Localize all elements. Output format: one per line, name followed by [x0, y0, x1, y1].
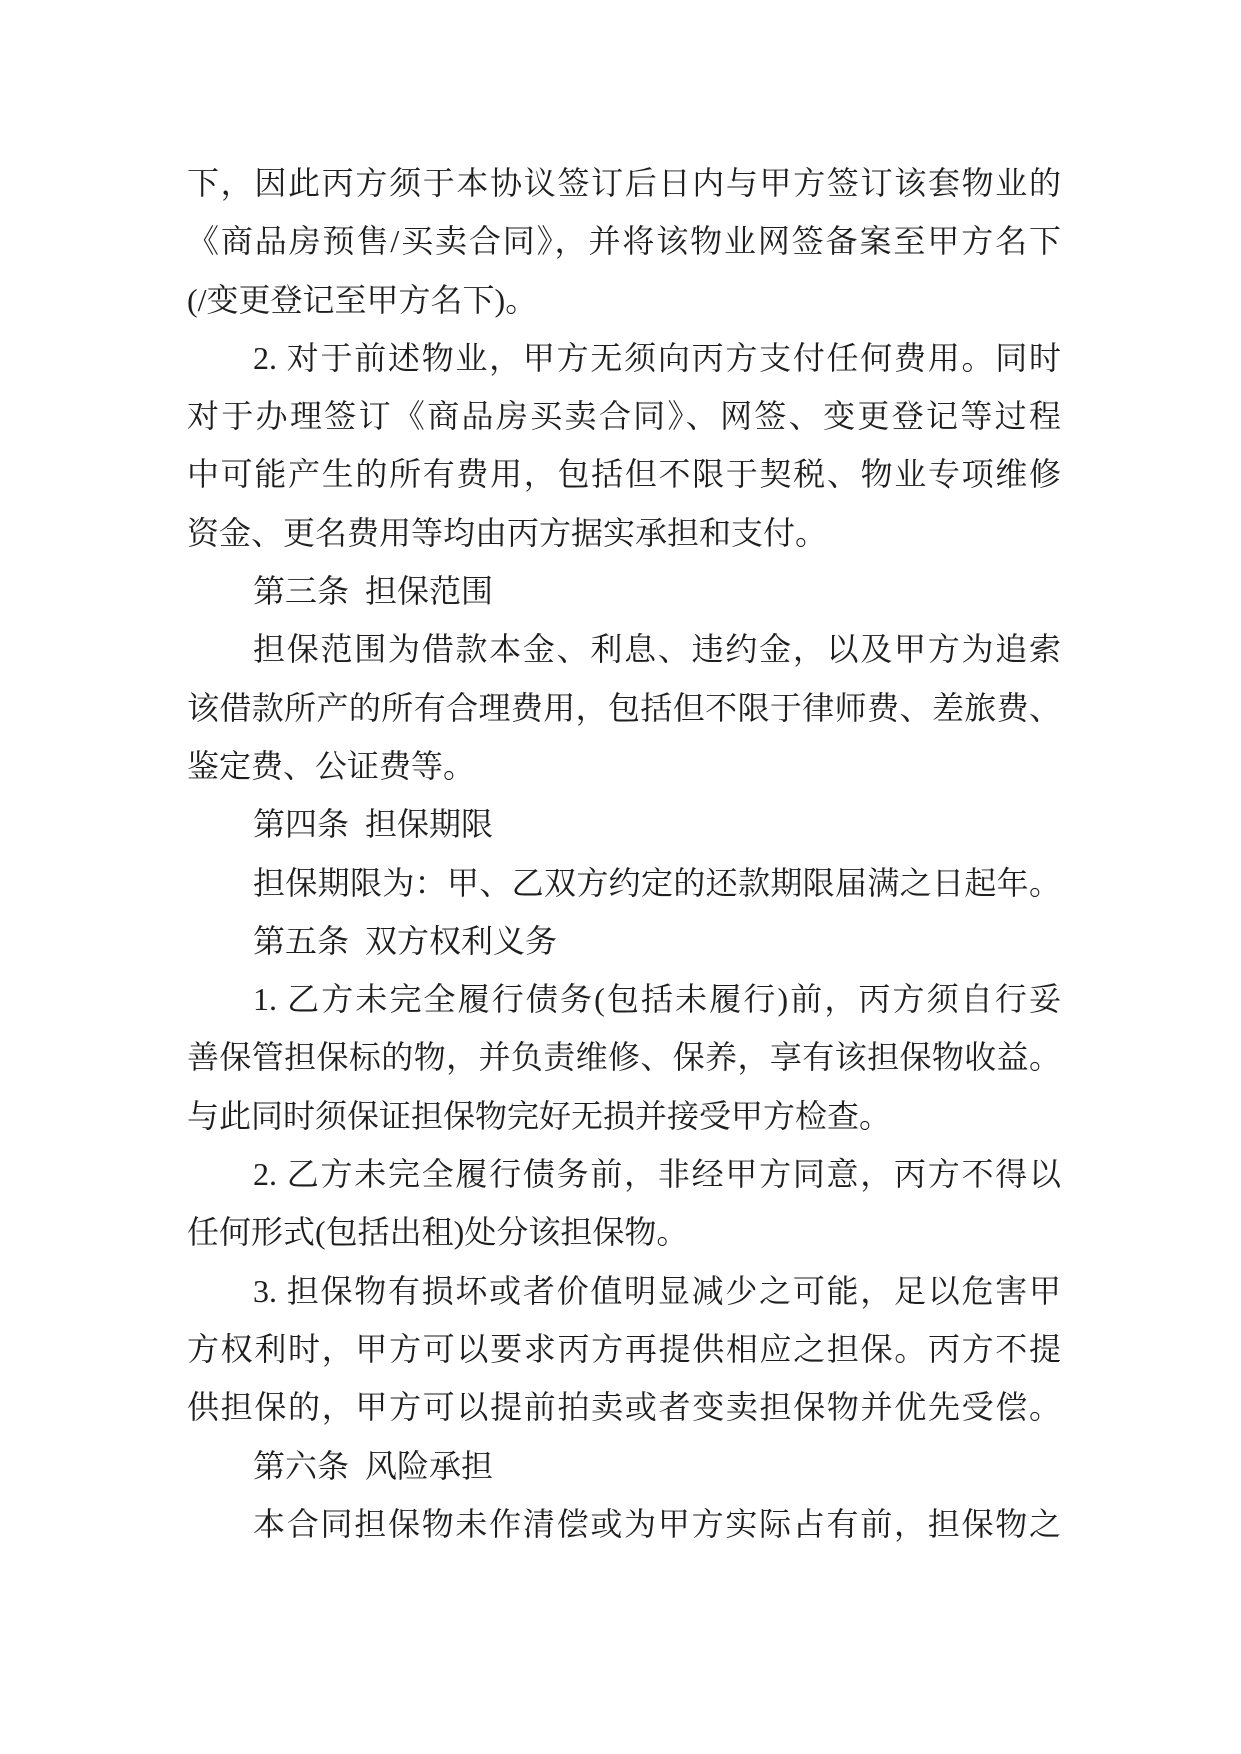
- article-3-body-line: 担保范围为借款本金、利息、违约金，以及甲方为追索: [253, 631, 1061, 668]
- article-3-heading: 第三条 担保范围: [253, 573, 494, 610]
- item-2-line: 中可能产生的所有费用，包括但不限于契税、物业专项维修: [187, 456, 1061, 493]
- article-4-heading: 第四条 担保期限: [253, 806, 494, 843]
- clause-2-continuation-line: 下，因此丙方须于本协议签订后日内与甲方签订该套物业的: [187, 165, 1061, 201]
- article-5-heading: 第五条 双方权利义务: [253, 922, 558, 959]
- article-6-body-line: 本合同担保物未作清偿或为甲方实际占有前，担保物之: [253, 1505, 1061, 1542]
- article-4-body-line: 担保期限为：甲、乙双方约定的还款期限届满之日起年。: [253, 864, 1061, 901]
- item-2-line: 资金、更名费用等均由丙方据实承担和支付。: [187, 514, 828, 551]
- clause-2-continuation-line: (/变更登记至甲方名下)。: [187, 281, 538, 318]
- article-6-heading: 第六条 风险承担: [253, 1447, 494, 1484]
- article-5-item-2-line: 2. 乙方未完全履行债务前，非经甲方同意，丙方不得以: [253, 1156, 1061, 1193]
- article-3-body-line: 鉴定费、公证费等。: [187, 747, 476, 784]
- article-5-item-1-line: 1. 乙方未完全履行债务(包括未履行)前，丙方须自行妥: [253, 981, 1061, 1018]
- article-5-item-2-line: 任何形式(包括出租)处分该担保物。: [187, 1214, 689, 1251]
- document-body: [187, 154, 1061, 1553]
- item-2-line: 对于办理签订《商品房买卖合同》、网签、变更登记等过程: [187, 398, 1061, 435]
- article-5-item-1-line: 善保管担保标的物，并负责维修、保养，享有该担保物收益。: [187, 1039, 1061, 1076]
- clause-2-continuation-line: 《商品房预售/买卖合同》，并将该物业网签备案至甲方名下: [187, 223, 1061, 260]
- article-5-item-3-line: 供担保的，甲方可以提前拍卖或者变卖担保物并优先受偿。: [187, 1389, 1061, 1426]
- item-2-line: 2. 对于前述物业，甲方无须向丙方支付任何费用。同时: [253, 339, 1061, 376]
- article-5-item-3-line: 3. 担保物有损坏或者价值明显减少之可能，足以危害甲: [253, 1272, 1061, 1309]
- article-5-item-1-line: 与此同时须保证担保物完好无损并接受甲方检查。: [187, 1097, 892, 1134]
- article-5-item-3-line: 方权利时，甲方可以要求丙方再提供相应之担保。丙方不提: [187, 1330, 1061, 1367]
- article-3-body-line: 该借款所产的所有合理费用，包括但不限于律师费、差旅费、: [187, 689, 1061, 726]
